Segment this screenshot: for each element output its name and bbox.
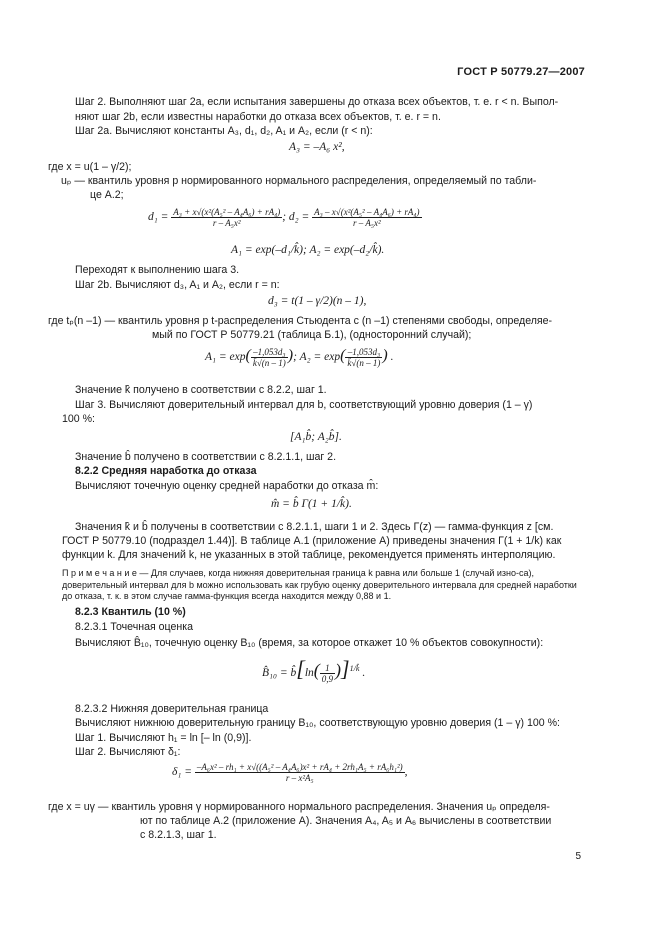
page-number: 5 [575,851,581,862]
formula-b10: B̂₁₀ = b̂[ln( $\frac{1}{0,9}$ )]$^{1/k̂}$ . [262,656,366,684]
text-line: Переходят к выполнению шага 3. [75,264,240,276]
fraction-denominator: k̂√(n – 1) [347,358,381,368]
fraction-numerator: –A₆x² – rh₁ + x√((A₅² – A₄A₆)x² + rA₄ + 2rh₁A₅ + rA₆h₁²) [196,762,403,772]
formula: A₁ = exp(–d₁/k̂); A₂ = exp(–d₂/k̂). [231,244,385,256]
text-line: Шаг 2b. Вычисляют d₃, A₁ и A₂, если r = n: [75,279,280,291]
text-line: Значение b̂ получено в соответствии с 8.2.1.1, шаг 2. [75,451,337,463]
text-line: функции k. Для значений k, не указанных в этой таблице, рекомендуется применять интерполяцию. [62,549,556,561]
text-line: няют шаг 2b, если известны наработки до отказа всех объектов, т. е. r = n. [75,111,441,123]
text-line: Шаг 3. Вычисляют доверительный интервал для b, соответствующий уровню доверия (1 – γ) [75,399,533,411]
text-line: где tₚ(n –1) — квантиль уровня p t-распределения Стьюдента с (n –1) степенями свободы, определяе- [48,315,553,327]
text-line: Значения k̂ и b̂ получены в соответствии с 8.2.1.1, шаги 1 и 2. Здесь Γ(z) — гамма-функция z [см. [75,521,554,533]
exponent: 1/k̂ [349,664,360,674]
text-line: где x = uγ — квантиль уровня γ нормированного нормального распределения. Значения uₚ определя- [48,801,550,813]
formula-label: d₁ = [148,211,172,224]
subsection-heading: 8.2.3.2 Нижняя доверительная граница [75,703,269,715]
text-line: Вычисляют нижнюю доверительную границу B₁₀, соответствующую уровню доверия (1 – γ) 100 %: [75,717,560,729]
fraction-numerator: A₃ – x√(x²(A₅² – A₄A₆) + rA₄) [314,207,420,217]
text-line: мый по ГОСТ Р 50779.21 (таблица Б.1), (односторонний случай); [152,329,472,341]
formula-delta: δ₁ = $\frac{\text{–A₆x² – rh₁ + x√((A₅² – A₄A₆)x² + rA₄ + 2rh₁A₅ + rA₆h₁²)}}{\text{r – x²A₅}}$ , [172,762,408,783]
formula-label: ; d₂ = [282,211,313,224]
text-line: Вычисляют точечную оценку средней наработки до отказа m̂: [75,480,379,492]
text-line: Шаг 2a. Вычисляют константы A₃, d₁, d₂, A₁ и A₂, если (r < n): [75,125,373,137]
formula-label: B̂₁₀ = b̂ [262,667,297,679]
formula-d [148,207,422,228]
formula-label: ; A₂ = exp [293,351,341,364]
formula-a: A₁ = exp( $\frac{\text{–1,053d₃}}{k̂√(n - 1)}$ ); A₂ = exp( $\frac{\text{–1,053d₃}}{k̂√(n - 1)}$ ) . [205,347,394,368]
text-line: uₚ — квантиль уровня p нормированного нормального распределения, определяемый по табли- [61,175,537,187]
formula: m̂ = b̂ Γ(1 + 1/k̂). [271,498,352,510]
fraction-numerator: 1 [320,663,335,674]
text-line: где x = u(1 – γ/2); [48,161,132,173]
note: П р и м е ч а н и е — Для случаев, когда нижняя доверительная граница k равна или больше 1 (случай изно-са), доверительный интервал для b можно использовать как грубую оценку доверительного интервала для средней наработки до отказа, т. к. в этом случае гамма-функция всегда находится между 0,88 и 1. [62,568,577,601]
formula-label: δ₁ = [172,766,195,779]
section-heading: 8.2.2 Средняя наработка до отказа [75,465,257,477]
formula-label: ln [304,667,314,679]
text-line: Шаг 2. Вычисляют δ₁: [75,746,181,758]
text-line: Значение k̂ получено в соответствии с 8.2.2, шаг 1. [75,384,327,396]
text-line: це А.2; [90,189,124,201]
fraction-denominator: r – x²A₅ [285,773,314,783]
text-line: ют по таблице А.2 (приложение А). Значения A₄, A₅ и A₆ вычислены в соответствии [140,815,552,827]
text-line: Шаг 1. Вычисляют h₁ = ln [– ln (0,9)]. [75,732,252,744]
fraction-denominator: r – A₅x² [353,218,381,228]
text-line: Шаг 2. Выполняют шаг 2a, если испытания завершены до отказа всех объектов, т. е. r < n. Выпол- [75,96,559,108]
text-line: 100 %: [62,413,95,425]
formula: A₃ = –A₆ x², [289,141,345,153]
text-line: с 8.2.1.3, шаг 1. [140,829,217,841]
formula-label: A₁ = exp [205,351,246,364]
fraction-numerator: A₃ + x√(x²(A₅² – A₄A₆) + rA₄) [173,207,281,217]
fraction-denominator: 0,9 [321,673,334,684]
formula: d₃ = t(1 – γ/2)(n – 1), [268,295,367,307]
fraction-numerator: –1,053d₃ [251,347,288,358]
section-heading: 8.2.3 Квантиль (10 %) [75,606,186,618]
document-header: ГОСТ Р 50779.27—2007 [457,66,585,78]
fraction-numerator: –1,053d₃ [345,347,382,358]
text-line: ГОСТ Р 50779.10 (подраздел 1.44)]. В таблице А.1 (приложение А) приведены значения Γ(1 + 1/k) как [62,535,562,547]
subsection-heading: 8.2.3.1 Точечная оценка [75,621,193,633]
text-line: Вычисляют B̂₁₀, точечную оценку B₁₀ (время, за которое откажет 10 % объектов совокупности): [75,637,544,649]
formula: [A₁b̂; A₂b̂]. [290,431,342,443]
fraction-denominator: r – A₅x² [212,218,241,228]
fraction-denominator: k̂√(n – 1) [252,358,286,368]
